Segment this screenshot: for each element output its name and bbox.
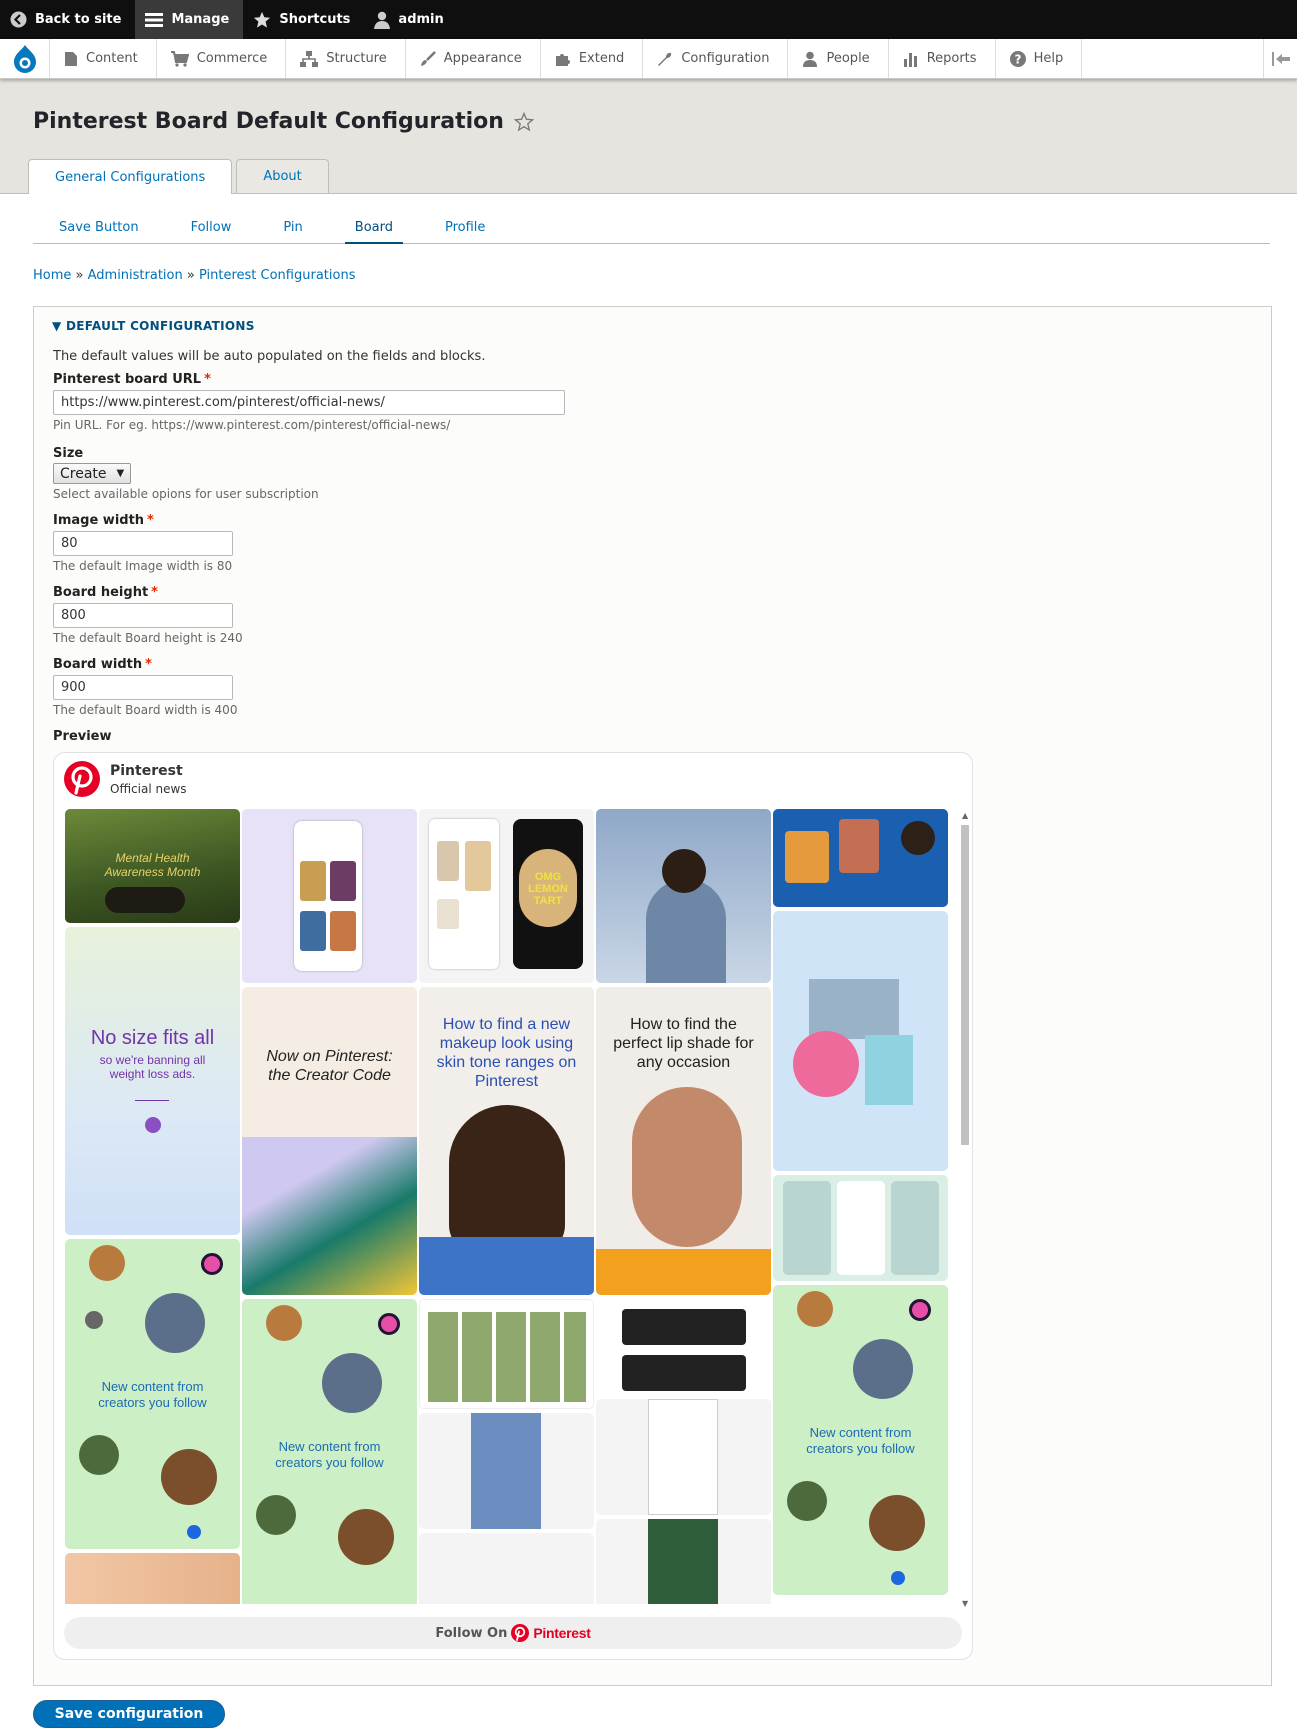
fieldset-legend-text: DEFAULT CONFIGURATIONS: [66, 319, 255, 333]
board-header[interactable]: [64, 761, 187, 797]
pin-text: How to find the perfect lip shade for any occasion: [613, 1016, 754, 1071]
pin-text: Now on Pinterest: the Creator Code: [266, 1048, 393, 1084]
admin-menu-label: Help: [1033, 51, 1064, 66]
board-width-label-text: Board width: [53, 657, 143, 672]
pin-new-content-3[interactable]: [773, 1285, 948, 1595]
pin-grid: [65, 809, 952, 1604]
pin-makeup-look[interactable]: [419, 987, 594, 1295]
pin-phone-widgets[interactable]: [773, 1175, 948, 1281]
pinterest-board-preview: [53, 752, 973, 1660]
page-header: [0, 79, 1297, 194]
creator-avatar: [322, 1353, 382, 1413]
pin-text: New content from creators you follow: [98, 1379, 207, 1410]
pin-gifts[interactable]: [596, 1519, 771, 1604]
follow-prefix: Follow On: [435, 1625, 508, 1641]
wrench-icon: [657, 51, 673, 67]
pin-interior[interactable]: [65, 1553, 240, 1604]
creator-avatar: [266, 1305, 302, 1341]
board-owner-name: Pinterest: [110, 762, 183, 779]
admin-menu-appearance[interactable]: [406, 39, 541, 78]
portrait: [632, 1087, 742, 1247]
url-hint: Pin URL. For eg. https://www.pinterest.com/pinterest/official-news/: [53, 418, 451, 432]
portrait: [449, 1105, 565, 1255]
collapse-triangle-icon: ▼: [52, 319, 62, 333]
pin-collage-blue[interactable]: [773, 809, 948, 907]
creator-avatar: [909, 1299, 931, 1321]
secondary-tabs: [33, 194, 1270, 244]
back-arrow-icon: [10, 11, 27, 28]
pinterest-logo-icon: [64, 761, 100, 797]
preview-label: Preview: [53, 729, 112, 744]
breadcrumb-home[interactable]: Home: [33, 268, 72, 283]
board-height-label-text: Board height: [53, 585, 149, 600]
admin-menu-commerce[interactable]: [157, 39, 287, 78]
breadcrumb: Home » Administration » Pinterest Configurations: [33, 268, 356, 283]
size-select[interactable]: [53, 463, 131, 484]
pin-woman-sweater[interactable]: [596, 809, 771, 983]
fieldset-legend[interactable]: [52, 319, 255, 333]
phone-mockup: [294, 821, 362, 971]
pin-new-apartment[interactable]: [419, 1533, 594, 1604]
required-marker: *: [151, 585, 158, 600]
creator-avatar: [256, 1495, 296, 1535]
pin-text: How to find a new makeup look using skin tone ranges on Pinterest: [436, 1016, 577, 1090]
brush-icon: [420, 51, 436, 67]
required-marker: *: [145, 657, 152, 672]
pin-new-content-2[interactable]: [242, 1299, 417, 1604]
drupal-logo[interactable]: [0, 39, 50, 78]
pinterest-mini-icon: [145, 1117, 161, 1133]
pin-lemon-tart[interactable]: [419, 809, 594, 983]
pin-text: New content from creators you follow: [806, 1425, 915, 1456]
admin-menu-content[interactable]: [50, 39, 157, 78]
shortcuts-label: Shortcuts: [279, 12, 351, 27]
dot: [187, 1525, 201, 1539]
creator-avatar: [869, 1495, 925, 1551]
follow-brand: Pinterest: [533, 1625, 591, 1641]
pin-new-content-1[interactable]: [65, 1239, 240, 1549]
url-label: [53, 372, 1251, 387]
user-label: admin: [398, 12, 444, 27]
pin-tablet-screens[interactable]: [596, 1299, 771, 1395]
creator-avatar: [79, 1435, 119, 1475]
pin-text: No size fits all: [90, 1027, 215, 1049]
back-to-site-link[interactable]: [0, 0, 135, 39]
pin-grid-scrollbar[interactable]: [959, 811, 971, 1608]
admin-menu-label: Extend: [578, 51, 625, 66]
pin-grid-screens[interactable]: [419, 1299, 594, 1409]
chart-icon: [903, 51, 919, 67]
pin-summer-collage[interactable]: [773, 911, 948, 1171]
collapse-icon: [1272, 52, 1290, 66]
drupal-drop-icon: [12, 44, 38, 74]
pinterest-p-icon: [511, 1624, 529, 1642]
board-name: Official news: [110, 781, 187, 796]
subtab-follow[interactable]: Follow: [190, 220, 232, 235]
required-marker: *: [204, 372, 211, 387]
admin-menu-label: Appearance: [443, 51, 522, 66]
url-label-text: Pinterest board URL: [53, 372, 202, 387]
board-width-label: [53, 657, 1251, 672]
cart-icon: [171, 51, 189, 67]
pin-text: New content from creators you follow: [275, 1439, 384, 1470]
image-width-hint: The default Image width is 80: [53, 559, 233, 573]
breadcrumb-pinterest-configurations[interactable]: Pinterest Configurations: [198, 268, 356, 283]
creator-avatar: [85, 1311, 103, 1329]
subtab-save-button[interactable]: Save Button: [59, 220, 139, 235]
user-tab[interactable]: [364, 0, 457, 39]
page-title-text: Pinterest Board Default Configuration: [33, 109, 504, 134]
board-height-label: [53, 585, 1251, 600]
subtab-board[interactable]: Board: [329, 220, 419, 243]
admin-menu-label: Commerce: [196, 51, 268, 66]
back-to-site-label: Back to site: [35, 12, 122, 27]
admin-menu-label: Reports: [926, 51, 977, 66]
jacket-image: [471, 1413, 541, 1529]
dropdown-arrow-icon: ▼: [116, 468, 125, 479]
board-url-input[interactable]: https://www.pinterest.com/pinterest/official-news/: [53, 390, 565, 415]
size-hint: Select available opions for user subscription: [53, 487, 319, 501]
user-icon: [374, 11, 390, 29]
phone-mockup: [429, 819, 499, 969]
creator-avatar: [787, 1481, 827, 1521]
image-width-input[interactable]: 80: [53, 531, 233, 556]
structure-icon: [300, 51, 318, 67]
subtab-profile[interactable]: Profile: [445, 220, 486, 235]
pin-phone-profile[interactable]: [596, 1399, 771, 1515]
primary-tabs: [28, 159, 329, 194]
pin-art: [242, 1137, 417, 1295]
creator-avatar: [797, 1291, 833, 1327]
subtab-pin[interactable]: Pin: [283, 220, 303, 235]
breadcrumb-administration[interactable]: Administration: [87, 268, 183, 283]
shortcuts-tab[interactable]: [243, 0, 364, 39]
admin-menu-configuration[interactable]: [643, 39, 788, 78]
pin-text: Mental Health Awareness Month: [104, 851, 201, 879]
admin-menu-help[interactable]: [996, 39, 1083, 78]
pin-text: OMG LEMON TART: [528, 871, 568, 907]
board-height-input[interactable]: 800: [53, 603, 233, 628]
svg-text:?: ?: [1014, 52, 1022, 66]
pin-lip-shade[interactable]: [596, 987, 771, 1295]
size-label: Size: [53, 446, 84, 461]
admin-menu-reports[interactable]: [889, 39, 996, 78]
creator-avatar: [161, 1449, 217, 1505]
phone-mockup: [648, 1399, 718, 1515]
image-width-label-text: Image width: [53, 513, 145, 528]
admin-menu-people[interactable]: [788, 39, 888, 78]
creator-avatar: [89, 1245, 125, 1281]
required-marker: *: [147, 513, 154, 528]
tab-general-configurations[interactable]: General Configurations: [28, 159, 232, 194]
manage-tab[interactable]: [135, 0, 243, 39]
follow-on-pinterest-button[interactable]: [64, 1617, 962, 1649]
scroll-down-icon: ▼: [962, 1599, 969, 1608]
portrait-head: [662, 849, 706, 893]
pin-mental-health[interactable]: [65, 809, 240, 923]
admin-menu-bar: [0, 39, 1297, 79]
pin-no-size-fits-all[interactable]: [65, 927, 240, 1235]
person-icon: [802, 51, 818, 67]
food-thumbnails: [428, 1312, 586, 1402]
board-width-hint: The default Board width is 400: [53, 703, 238, 717]
help-icon: [1010, 51, 1026, 67]
admin-menu-label: People: [826, 51, 870, 66]
portrait: [646, 879, 726, 983]
board-height-hint: The default Board height is 240: [53, 631, 243, 645]
creator-avatar: [853, 1339, 913, 1399]
admin-menu-structure[interactable]: [286, 39, 405, 78]
save-configuration-button[interactable]: Save configuration: [33, 1700, 225, 1728]
dot: [891, 1571, 905, 1585]
admin-menu-label: Content: [86, 51, 138, 66]
admin-menu-label: Structure: [326, 51, 387, 66]
portrait-shirt: [596, 1249, 771, 1295]
star-icon: [253, 11, 271, 29]
tablet-mockup: [622, 1309, 746, 1345]
phone-mockup: [513, 819, 583, 969]
tablet-mockup: [622, 1355, 746, 1391]
pin-phone-search[interactable]: [242, 809, 417, 983]
creator-avatar: [201, 1253, 223, 1275]
creator-avatar: [378, 1313, 400, 1335]
favorite-star-icon[interactable]: [514, 112, 534, 132]
creator-avatar: [145, 1293, 205, 1353]
phone-mockup: [648, 1519, 718, 1604]
portrait-shoulders: [419, 1237, 594, 1295]
page-title: [33, 109, 534, 134]
content-icon: [64, 51, 78, 67]
board-width-input[interactable]: 900: [53, 675, 233, 700]
pin-figure: [105, 887, 185, 913]
manage-label: Manage: [171, 12, 230, 27]
arrow-line: [135, 1100, 169, 1101]
hamburger-icon: [145, 12, 163, 28]
fieldset-intro: The default values will be auto populated on the fields and blocks.: [53, 349, 486, 364]
admin-menu-extend[interactable]: [541, 39, 644, 78]
pin-jacket[interactable]: [419, 1413, 594, 1529]
collapse-toolbar-button[interactable]: [1263, 39, 1297, 78]
admin-menu-label: Configuration: [681, 51, 770, 66]
pin-text: so we're banning all weight loss ads.: [99, 1053, 206, 1081]
admin-toolbar: [0, 0, 1297, 39]
scroll-up-icon: ▲: [962, 811, 969, 820]
size-select-value: Create: [60, 465, 107, 482]
image-width-label: [53, 513, 1251, 528]
scrollbar-thumb[interactable]: [961, 825, 969, 1145]
creator-avatar: [338, 1509, 394, 1565]
puzzle-icon: [555, 51, 571, 67]
pin-creator-code[interactable]: [242, 987, 417, 1295]
tab-about[interactable]: About: [236, 159, 328, 193]
